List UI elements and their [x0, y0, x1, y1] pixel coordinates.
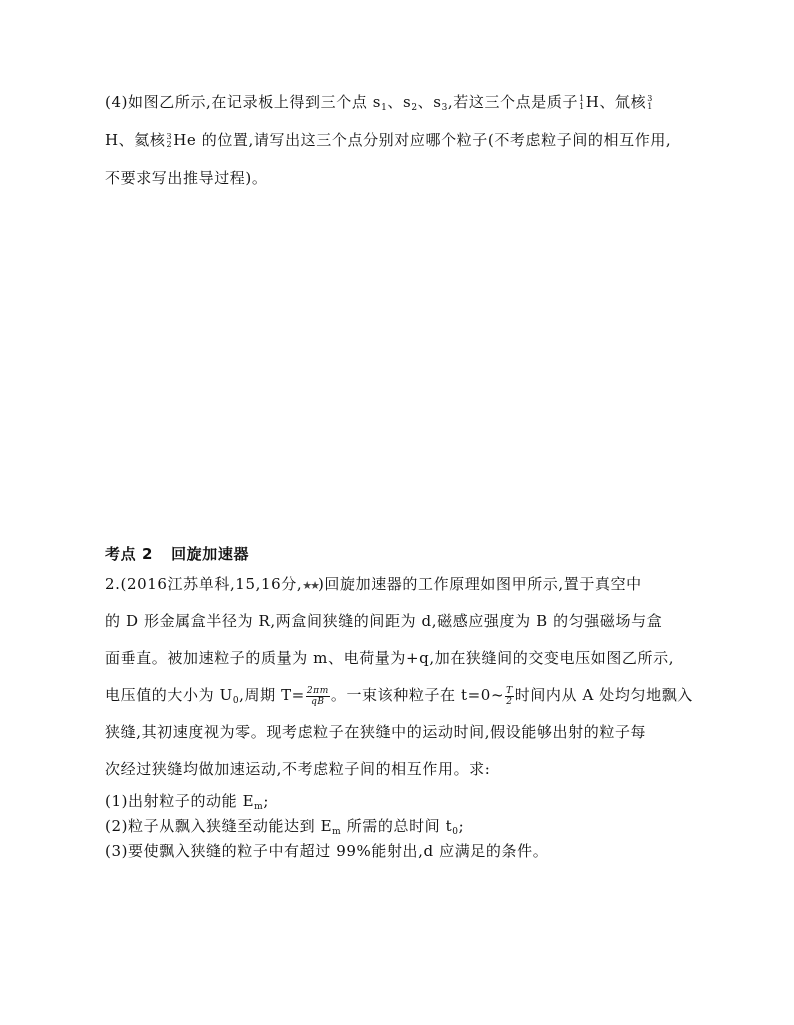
- problem2-line-2: 的 D 形金属盒半径为 R,两盒间狭缝的间距为 d,磁感应强度为 B 的匀强磁场与盒: [105, 612, 663, 630]
- problem2-text: )回旋加速器的工作原理如图甲所示,置于真空中: [317, 575, 642, 593]
- q4-line-1: [105, 91, 654, 119]
- problem2-text: 时间内从 A 处均匀地飘入: [514, 686, 693, 704]
- problem2-line-3: 面垂直。被加速粒子的质量为 m、电荷量为+q,加在狭缝间的交变电压如图乙所示,: [105, 649, 675, 667]
- s1-subscript: 1: [381, 103, 388, 113]
- subquestion-text: 所需的总时间 t: [341, 817, 453, 835]
- tritium-mass-number: 3: [647, 94, 653, 103]
- q4-text: 、s: [387, 93, 412, 111]
- s2-subscript: 2: [411, 103, 418, 113]
- half-period-numerator: T: [506, 685, 513, 696]
- q4-text: H、氦核: [105, 131, 166, 149]
- u0-subscript: 0: [232, 696, 240, 706]
- problem2-text: 2.(2016江苏单科,15,16分,: [105, 575, 303, 593]
- problem2-text: 电压值的大小为 U: [105, 686, 233, 704]
- section-label: 考点 2: [105, 545, 154, 563]
- q4-text: (4)如图乙所示,在记录板上得到三个点 s: [105, 93, 382, 111]
- q4-text: ,若这三个点是质子: [447, 93, 579, 111]
- q4-text: He 的位置,请写出这三个点分别对应哪个粒子(不考虑粒子间的相互作用,: [173, 131, 672, 149]
- section-heading: [105, 543, 249, 565]
- period-denominator: qB: [311, 696, 325, 707]
- problem2-line-6: 次经过狭缝均做加速运动,不考虑粒子间的相互作用。求:: [105, 760, 491, 778]
- tritium-charge-number: 1: [647, 102, 653, 111]
- tritium-nuclide: [647, 95, 653, 111]
- period-fraction: [306, 686, 330, 707]
- subquestion-text: (1)出射粒子的动能 E: [105, 792, 255, 810]
- problem2-line-4: [105, 684, 693, 712]
- q4-text: 、s: [417, 93, 442, 111]
- proton-nuclide: [579, 95, 585, 111]
- difficulty-stars-icon: ★★: [302, 579, 318, 592]
- helium-mass-number: 3: [166, 132, 173, 141]
- em-subscript: m: [332, 827, 342, 837]
- t0-subscript: 0: [452, 827, 459, 837]
- proton-charge-number: 1: [579, 102, 585, 111]
- subquestion-3: (3)要使飘入狭缝的粒子中有超过 99%能射出,d 应满足的条件。: [105, 842, 549, 860]
- subquestion-text: (2)粒子从飘入狭缝至动能达到 E: [105, 817, 333, 835]
- problem2-text: ,周期 T=: [239, 686, 305, 704]
- period-numerator: 2πm: [306, 685, 329, 696]
- half-period-denominator: 2: [506, 696, 513, 707]
- helium-nuclide: [166, 133, 172, 149]
- q4-text: H、氚核: [585, 93, 647, 111]
- em-subscript: m: [254, 802, 264, 812]
- section-title: 回旋加速器: [171, 545, 250, 563]
- helium-charge-number: 2: [166, 140, 173, 149]
- q4-line-3: 不要求写出推导过程)。: [105, 169, 268, 187]
- problem2-line-1: [105, 573, 642, 597]
- subquestion-2: [105, 815, 464, 843]
- subquestion-text: ;: [458, 817, 465, 835]
- q4-line-2: [105, 129, 671, 151]
- subquestion-text: ;: [263, 792, 269, 810]
- problem2-text: 。一束该种粒子在 t=0~: [330, 686, 505, 704]
- problem2-line-5: 狭缝,其初速度视为零。现考虑粒子在狭缝中的运动时间,假设能够出射的粒子每: [105, 723, 647, 741]
- proton-mass-number: 1: [579, 94, 585, 103]
- subquestion-1: [105, 790, 269, 818]
- s3-subscript: 3: [441, 103, 448, 113]
- half-period-fraction: [505, 686, 514, 707]
